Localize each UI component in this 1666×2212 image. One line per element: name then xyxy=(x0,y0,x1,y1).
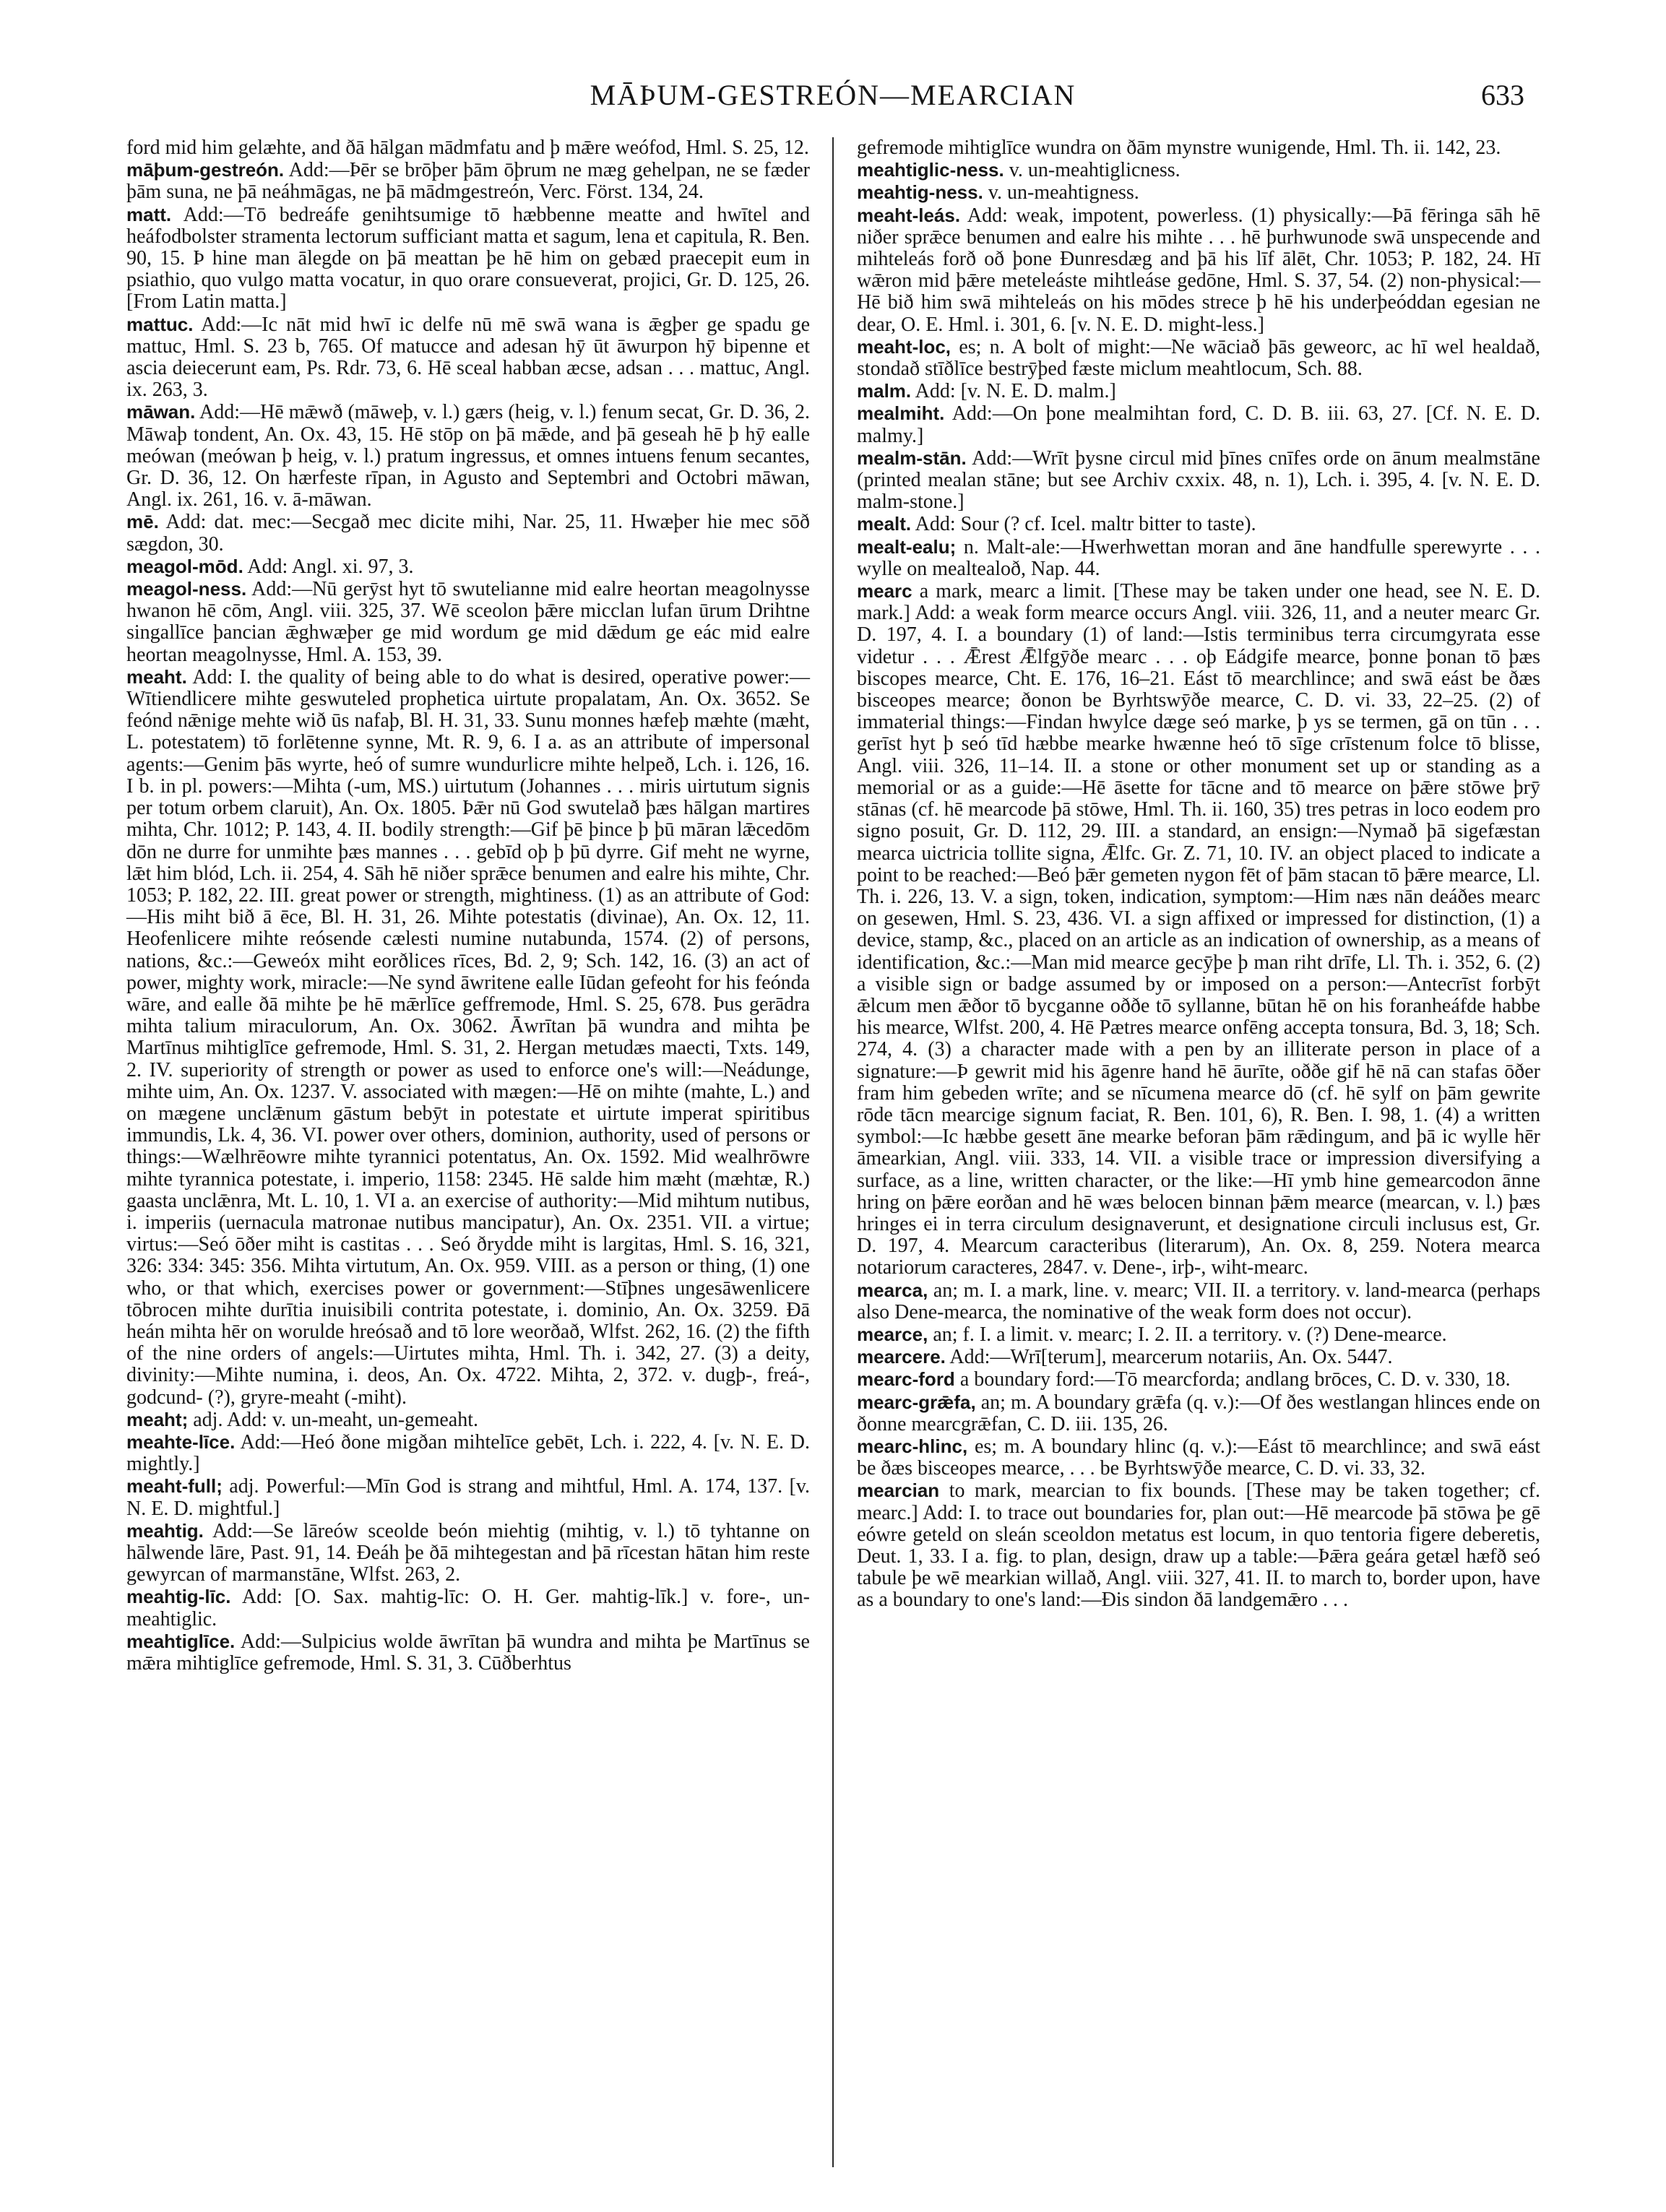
headword: meagol-ness. xyxy=(126,578,247,600)
headword: meahtig. xyxy=(126,1519,204,1542)
entry-text: Add:—Wrī[terum], mearcerum notariis, An. Ox. 5447. xyxy=(949,1346,1393,1369)
dictionary-entry xyxy=(857,181,1540,204)
entry-text: an; f. I. a limit. v. mearc; I. 2. II. a territory. v. (?) Dene-mearce. xyxy=(933,1323,1447,1346)
entry-text: a mark, mearc a limit. [These may be taken under one head, see N. E. D. mark.] Add: a weak form mearce occurs Angl. viii. 326, 11, and a neuter mearc Gr. D. 197, 4. I. a boundary (1) of land:—Istis terminibus terra circumgyrata esse videtur . . . Ǣrest Ǣlfgȳðe mearc . . . oþ Eádgife mearce, þonne þonan tō þæs biscopes mearce, Cht. E. 176, 16–21. Eást tō mearchlince; and swā eást be ðæs bisceopes mearce; ðonon be Byrhtswȳðe mearce, C. D. vi. 33, 22–25. (2) of immaterial things:—Findan hwylce dæge seó marke, þ ys se termen, gā on tūn . . . gerīst hyt þ seó tīd hæbbe mearke hwænne heó tō sīge crīstenum folce tō blisse, Angl. viii. 326, 11–14. II. a stone or other monument set up or standing as a memorial or as a guide:—Hē āsette for tācne and tō mearce on þǣre stōwe þrȳ stānas (cf. hē mearcode þā stōwe, Hml. Th. ii. 160, 35) tres petras in loco eodem pro signo posuit, Gr. D. 112, 29. III. a standard, an ensign:—Nymað þā sigefæstan mearca uictricia tollite signa, Ǣlfc. Gr. Z. 71, 10. IV. an object placed to indicate a point to be reached:—Beó þǣr gemeten nygon fēt of þām stacan tō þǣre mearce, Ll. Th. i. 226, 13. V. a sign, token, indication, symptom:—Him næs nān deáðes mearc on gesewen, Hml. S. 23, 436. VI. a sign affixed or impressed for distinction, (1) a device, stamp, &c., placed on an article as an indication of ownership, as a means of identification, &c.:—Man mid mearce gecȳþe þ man riht drīfe, Ll. Th. i. 352, 6. (2) a visible sign or badge assumed by or imposed on a person:—Antecrīst forbȳt ǣlcum men ǣðor tō bycganne oððe tō syllanne, būtan hē on his foranheáfde habbe his mearce, Wlfst. 200, 4. Hē Pætres mearce onfēng accepta tonsura, Bd. 3, 18; Sch. 274, 4. (3) a character made with a pen by an illiterate person in place of a signature:—Þ gewrit mid his āgenre hand hē āurīte, oððe gif hē nā can stafas ōðer fram him gebeden wrīte; and se nīcumena mearce dō (cf. hē sylf on þām gewrite rōde tācn mearcige signum faciat, R. Ben. 101, 6), R. Ben. I. 98, 1. (4) a written symbol:—Ic hæbbe gesett āne mearke beforan þām rǣdingum, and þā ic wylle hēr āmearkian, Angl. viii. 333, 14. VII. a visible trace or impression diversifying a surface, as a line, written character, or the like:—Hī ymb hine gemearcodon ānne hring on þǣre eorðan and hē wæs belocen binnan þǣm mearce (mearcan, v. l.) þæs hringes ei in terra circulum designaverunt, et designatione circuli inclusus est, Gr. D. 197, 4. Mearcum caracteribus (literarum), An. Ox. 8, 259. Notera mearca notariorum caracteres, 2847. v. Dene-, irþ-, wiht-mearc. xyxy=(857,580,1541,1279)
headword: mealt. xyxy=(857,513,912,535)
headword: meaht-loc, xyxy=(857,335,951,358)
dictionary-entry xyxy=(126,137,810,159)
entry-text: n. Malt-ale:—Hwerhwettan moran and āne handfulle sperewyrte . . . wylle on mealtealoð, Nap. 44. xyxy=(857,535,1540,580)
dictionary-entry xyxy=(857,1346,1540,1368)
headword: meaht. xyxy=(126,665,187,688)
dictionary-entry xyxy=(857,137,1540,159)
dictionary-entry xyxy=(126,1475,810,1519)
headword: mearc xyxy=(857,580,912,602)
headword: meahtig-līc. xyxy=(126,1586,231,1608)
entry-text: Add: Sour (? cf. Icel. maltr bitter to taste). xyxy=(915,513,1256,536)
dictionary-entry xyxy=(857,513,1540,535)
right-column xyxy=(857,137,1540,1612)
entry-text: Add:—Heó ðone migðan mihtelīce gebēt, Lch. i. 222, 4. [v. N. E. D. mightly.] xyxy=(126,1430,810,1476)
entry-text: Add: dat. mec:—Secgað mec dicite mihi, Nar. 25, 11. Hwæþer hie mec sōð sægdon, 30. xyxy=(126,511,810,556)
headword: mearcian xyxy=(857,1479,940,1502)
entry-text: ford mid him gelæhte, and ðā hālgan mādmfatu and þ mǣre weófod, Hml. S. 25, 12. xyxy=(126,137,809,159)
headword: mealt-ealu; xyxy=(857,535,957,558)
entry-text: Add:—Tō bedreáfe genihtsumige tō hæbbenne meatte and hwītel and heáfodbolster stramenta lectorum sufficiant matta et sagum, lena et capitula, R. Ben. 90, 15. Þ hine man ālegde on þā meattan þe hē him on gebæd praecepit eum in psiathio, quo vulgo matta vocatur, in quo orare consueverat, projici, Gr. D. 125, 26. [From Latin matta.] xyxy=(126,203,810,314)
dictionary-entry xyxy=(126,556,810,578)
dictionary-entry xyxy=(857,402,1540,446)
dictionary-entry xyxy=(857,447,1540,514)
dictionary-entry xyxy=(857,336,1540,380)
headword: mearce, xyxy=(857,1323,928,1345)
dictionary-entry xyxy=(857,580,1540,1279)
dictionary-entry xyxy=(857,1391,1540,1435)
entry-text: gefremode mihtiglīce wundra on ðām mynstre wunigende, Hml. Th. ii. 142, 23. xyxy=(857,137,1501,159)
entry-text: Add:—Ic nāt mid hwī ic delfe nū mē swā wana is ǣgþer ge spadu ge mattuc, Hml. S. 23 b, 765. Of matucce and adesan hȳ ūt āwurpon hȳ bipenne et ascia deiecerunt eam, Ps. Rdr. 73, 6. Hē sceal habban æcse, adsan . . . mattuc, Angl. ix. 263, 3. xyxy=(126,313,810,402)
dictionary-entry xyxy=(857,1279,1540,1323)
dictionary-entry xyxy=(126,578,810,666)
entry-text: Add: I. the quality of being able to do what is desired, operative power:—Wītiendlicere mihte geswuteled prophetica uirtute propalatam, An. Ox. 3652. Se feónd nǣnige mehte wið ūs nafaþ, Bl. H. 31, 33. Sunu monnes hæfeþ mæhte (mæht, L. potestatem) tō forlētenne synne, Mt. R. 9, 6. I a. as an attribute of impersonal agents:—Genim þās wyrte, heó of sumre wundurlicre mihte helpeð, Lch. i. 126, 16. I b. in pl. powers:—Mihta (-um, MS.) uirtutum (Johannes . . . miris uirtutum signis per totum orbem claruit), An. Ox. 1805. Þǣr nū God swutelað þæs hālgan martires mihta, Chr. 1012; P. 143, 4. II. bodily strength:—Gif þē þince þ þū māran lǣcedōm dōn ne durre for unmihte þæs mannes . . . gebīd oþ þ þū dyrre. Gif meht ne wyrne, lǣt him blód, Lch. ii. 254, 4. Sāh hē niðer sprǣce benumen and ealre his mihte, Chr. 1053; P. 182, 22. III. great power or strength, mightiness. (1) as an attribute of God:—His miht bið ā ēce, Bl. H. 31, 26. Mihte potestatis (divinae), An. Ox. 12, 11. Heofenlicere mihte reósende cælesti numine nutabunda, 1574. (2) of persons, nations, &c.:—Geweóx miht eorðlices rīces, Bd. 2, 9; Sch. 142, 16. (3) an act of power, mighty work, miracle:—Ne synd āwritene ealle Iūdan gefeoht for his feónda wāre, and ealle ðā mihte þe hē mǣrlīce geffremode, Hml. S. 25, 678. Þus gerādra mihta talium miraculorum, An. Ox. 3062. Āwrītan þā wundra and mihta þe Martīnus mihtiglīce gefremode, Hml. S. 31, 2. Hergan metudæs maecti, Txts. 149, 2. IV. superiority of strength or power as used to enforce one's will:—Neádunge, mihte uim, An. Ox. 1237. V. associated with mægen:—Hē on mihte (mahte, L.) and on mægene unclǣnum gāstum bebȳt in potestate et uirtute imperat spiritibus immundis, Lk. 4, 36. VI. power over others, dominion, authority, used of persons or things:—Wælhrēowre mihte tyrannici potentatus, An. Ox. 1592. Mid wealhrōwre mihte tyrannica potestate, i. imperio, 1158: 2345. Hē salde him mæht (mæhtæ, R.) gaasta unclǣnra, Mt. L. 10, 1. VI a. an exercise of authority:—Mid mihtum nutibus, i. imperiis (uernacula matronae nutibus mancipatur), An. Ox. 2351. VII. a virtue; virtus:—Seó ōðer miht is castitas . . . Seó ðrydde miht is largitas, Hml. S. 16, 321, 326: 334: 345: 356. Mihta virtutum, An. Ox. 959. VIII. as a person or thing, (1) one who, or that which, exercises power or government:—Stīþnes ungesāwenlicere tōbrocen mihte durītia inuisibili contrita potestate, i. dominio, An. Ox. 3259. Ðā heán mihta hēr on worulde hreósað and tō lore weorðað, Wlfst. 262, 16. (2) the fifth of the nine orders of angels:—Uirtutes mihta, Hml. Th. i. 342, 27. (3) a deity, divinity:—Mihte numina, i. deos, An. Ox. 4722. Mihta, 2, 372. v. dugþ-, freá-, godcund- (?), gryre-meaht (-miht). xyxy=(126,665,810,1409)
headword: mearca, xyxy=(857,1279,928,1301)
dictionary-entry xyxy=(857,159,1540,181)
dictionary-entry xyxy=(126,1409,810,1431)
headword: meahte-līce. xyxy=(126,1430,236,1453)
headword: malm. xyxy=(857,380,912,402)
column-divider xyxy=(832,137,834,2167)
dictionary-entry xyxy=(857,1323,1540,1346)
entry-text: v. un-meahtiglicness. xyxy=(1009,159,1181,182)
dictionary-entry xyxy=(857,380,1540,402)
headword: māþum-gestreón. xyxy=(126,159,285,181)
entry-text: an; m. A boundary grǣfa (q. v.):—Of ðes westlangan hlinces ende on ðonne mearcgrǣfan, C. D. iii. 135, 26. xyxy=(857,1391,1541,1435)
headword: mearc-ford xyxy=(857,1368,955,1391)
dictionary-entry xyxy=(857,1435,1540,1479)
headword: mearc-hlinc, xyxy=(857,1435,968,1457)
entry-text: es; n. A bolt of might:—Ne wāciað þās geweorc, ac hī wel healdað, stondað stīðlīce bestrȳþed fæste miclum meahtlocum, Sch. 88. xyxy=(857,335,1541,381)
headword: meahtig-ness. xyxy=(857,181,983,204)
entry-text: v. un-meahtigness. xyxy=(988,181,1139,204)
entry-text: Add:—Hē mǣwð (māweþ, v. l.) gærs (heig, v. l.) fenum secat, Gr. D. 36, 2. Māwaþ tondent, An. Ox. 43, 15. Hē stōp on þā mǣde, and þā geseah hē þ hȳ ealle meówan (meówan þ heig, v. l.) pratum ingressus, et omnes intuens fenum secantes, Gr. D. 36, 12. On hærfeste rīpan, in Agusto and Septembri and Octobri māwan, Angl. ix. 261, 16. v. ā-māwan. xyxy=(126,401,810,511)
headword: mattuc. xyxy=(126,313,194,335)
headword: mē. xyxy=(126,511,159,533)
entry-text: Add:—On þone mealmihtan ford, C. D. B. iii. 63, 27. [Cf. N. E. D. malmy.] xyxy=(857,402,1540,447)
headword: meahtiglīce. xyxy=(126,1630,236,1652)
dictionary-entry xyxy=(857,204,1540,336)
entry-text: an; m. I. a mark, line. v. mearc; VII. II. a territory. v. land-mearca (perhaps also Dene-mearca, the nominative of the weak form does not occur). xyxy=(857,1279,1541,1323)
entry-text: a boundary ford:—Tō mearcforda; andlang brōces, C. D. v. 330, 18. xyxy=(959,1368,1511,1391)
entry-text: Add: Angl. xi. 97, 3. xyxy=(247,555,414,578)
entry-text: Add:—Wrīt þysne circul mid þīnes cnīfes orde on ānum mealmstāne (printed mealan stāne; but see Archiv cxxix. 48, n. 1), Lch. i. 395, 4. [v. N. E. D. malm-stone.] xyxy=(857,446,1540,514)
dictionary-entry xyxy=(126,511,810,555)
dictionary-entry xyxy=(126,1431,810,1475)
headword: mealmiht. xyxy=(857,402,945,425)
headword: mealm-stān. xyxy=(857,446,967,469)
headword: matt. xyxy=(126,203,172,225)
dictionary-entry xyxy=(857,1479,1540,1611)
headword: meagol-mōd. xyxy=(126,555,243,577)
entry-text: Add:—Þēr se brōþer þām ōþrum ne mæg gehelpan, ne se fæder þām suna, ne þā neáhmāgas, ne þā mādmgestreón, Verc. Först. 134, 24. xyxy=(126,159,810,204)
page-header xyxy=(121,78,1545,121)
dictionary-entry xyxy=(126,1586,810,1630)
dictionary-entry xyxy=(126,204,810,314)
headword: meaht-leás. xyxy=(857,204,961,226)
entry-text: adj. Powerful:—Mīn God is strang and mihtful, Hml. A. 174, 137. [v. N. E. D. mightful.] xyxy=(126,1475,810,1520)
headword: māwan. xyxy=(126,401,196,423)
dictionary-entry xyxy=(857,536,1540,580)
headword: meahtiglic-ness. xyxy=(857,159,1004,181)
running-head: MĀÞUM-GESTREÓN—MEARCIAN xyxy=(590,79,1076,111)
headword: mearc-grǣfa, xyxy=(857,1391,976,1413)
dictionary-entry xyxy=(126,159,810,203)
dictionary-entry xyxy=(126,314,810,402)
dictionary-entry xyxy=(126,666,810,1409)
dictionary-entry xyxy=(857,1368,1540,1391)
entry-text: Add: weak, impotent, powerless. (1) physically:—Þā fēringa sāh hē niðer sprǣce benumen and ealre his mihte . . . hē þurhwunode swā unspecende and mihteleás forð oð þone Ðunresdæg and þā his līf ālēt, Chr. 1053; P. 182, 24. Hī wǣron mid þǣre meteleáste mihtleáse gedōne, Hml. S. 37, 54. (2) non-physical:—Hē bið him swā mihteleás on his mōdes strece þ hē his underþeóddan egesian ne dear, O. E. Hml. i. 301, 6. [v. N. E. D. might-less.] xyxy=(857,204,1540,336)
entry-text: Add:—Nū gerȳst hyt tō swutelianne mid ealre heortan meagolnysse hwanon hē cōm, Angl. viii. 325, 37. Wē sceolon þǣre micclan lufan ūrum Drihtne singallīce þancian ǣghwæþer ge mid wordum ge mid dǣdum ge eác mid ealre heortan meagolnysse, Hml. A. 153, 39. xyxy=(126,578,810,666)
entry-text: Add: [v. N. E. D. malm.] xyxy=(915,380,1116,403)
page-number: 633 xyxy=(1481,79,1524,111)
entry-text: es; m. A boundary hlinc (q. v.):—Eást tō mearchlince; and swā eást be ðæs bisceopes mearce, . . . be Byrhtswȳðe mearce, C. D. vi. 33, 32. xyxy=(857,1435,1541,1480)
entry-text: to mark, mearcian to fix bounds. [These may be taken together; cf. mearc.] Add: I. to trace out boundaries for, plan out:—Hē mearcode þā stōwa þe gē eówre geteld on sleán sceoldon metatus est locum, in quo tentoria figere deberetis, Deut. 1, 33. I a. fig. to plan, design, draw up a table:—Þǣra geára getæl hæfð seó tabule þe wē mearkian willað, Angl. viii. 327, 41. II. to march to, border upon, have as a boundary to one's land:—Ðis sindon ðā landgemǣro . . . xyxy=(857,1479,1541,1612)
entry-text: Add:—Se lāreów sceolde beón miehtig (mihtig, v. l.) tō tyhtanne on hālwende lāre, Past. 91, 14. Ðeáh þe ðā mihtegestan and þā rīcestan hātan him reste gewyrcan of marmanstāne, Wlfst. 263, 2. xyxy=(126,1519,810,1586)
entry-text: Add:—Sulpicius wolde āwrītan þā wundra and mihta þe Martīnus se mǣra mihtiglīce gefremode, Hml. S. 31, 3. Cūðberhtus xyxy=(126,1630,810,1675)
headword: meaht-full; xyxy=(126,1475,223,1498)
headword: mearcere. xyxy=(857,1346,946,1368)
left-column xyxy=(126,137,810,1675)
dictionary-entry xyxy=(126,401,810,511)
dictionary-entry xyxy=(126,1630,810,1675)
headword: meaht; xyxy=(126,1408,189,1430)
dictionary-entry xyxy=(126,1520,810,1586)
entry-text: adj. Add: v. un-meaht, un-gemeaht. xyxy=(193,1408,478,1431)
entry-text: Add: [O. Sax. mahtig-līc: O. H. Ger. mahtig-līk.] v. fore-, un-meahtiglic. xyxy=(126,1586,810,1630)
